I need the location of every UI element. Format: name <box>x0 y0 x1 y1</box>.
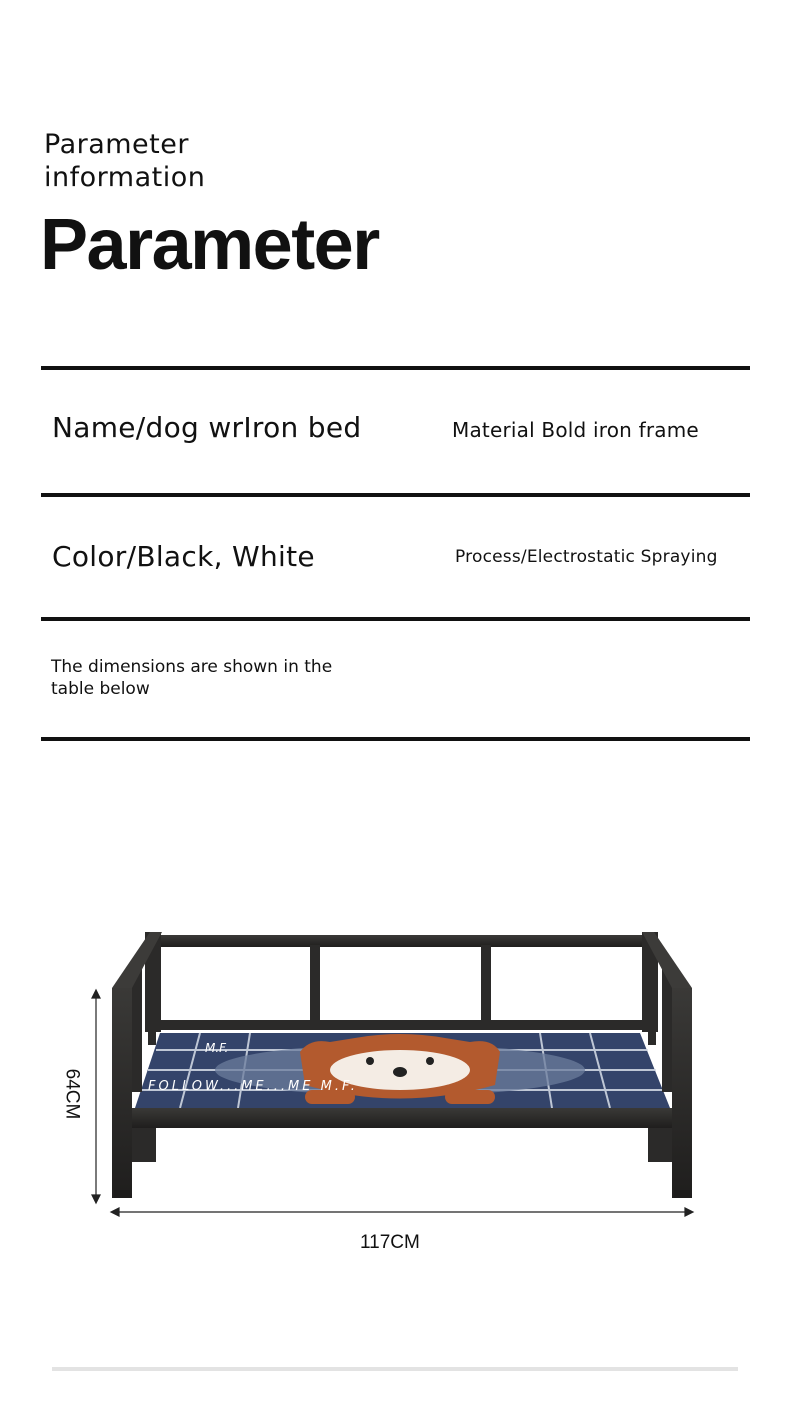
width-dimension-label: 117CM <box>360 1232 420 1253</box>
section-subtitle <box>44 128 205 194</box>
dog-bed-illustration <box>0 740 790 1260</box>
divider-2 <box>41 493 750 497</box>
divider-1 <box>41 366 750 370</box>
subtitle-line-1: Parameter <box>44 129 189 160</box>
page-title: Parameter <box>40 205 379 285</box>
param-process: Process/Electrostatic Spraying <box>455 547 718 567</box>
height-dimension-line <box>92 990 100 1203</box>
footer-divider <box>52 1367 738 1371</box>
param-color: Color/Black, White <box>52 540 315 573</box>
subtitle-line-2: information <box>44 162 206 193</box>
svg-text:M.F.: M.F. <box>205 1041 229 1055</box>
param-material: Material Bold iron frame <box>452 418 699 442</box>
param-name: Name/dog wrIron bed <box>52 411 362 444</box>
svg-text:FOLLOW...ME...ME M.F.: FOLLOW...ME...ME M.F. <box>148 1079 358 1094</box>
height-dimension-label: 64CM <box>61 1068 83 1120</box>
dimension-note: The dimensions are shown in the table below <box>51 657 333 699</box>
width-dimension-line <box>111 1208 693 1216</box>
divider-3 <box>41 617 750 621</box>
product-image <box>0 740 790 1260</box>
